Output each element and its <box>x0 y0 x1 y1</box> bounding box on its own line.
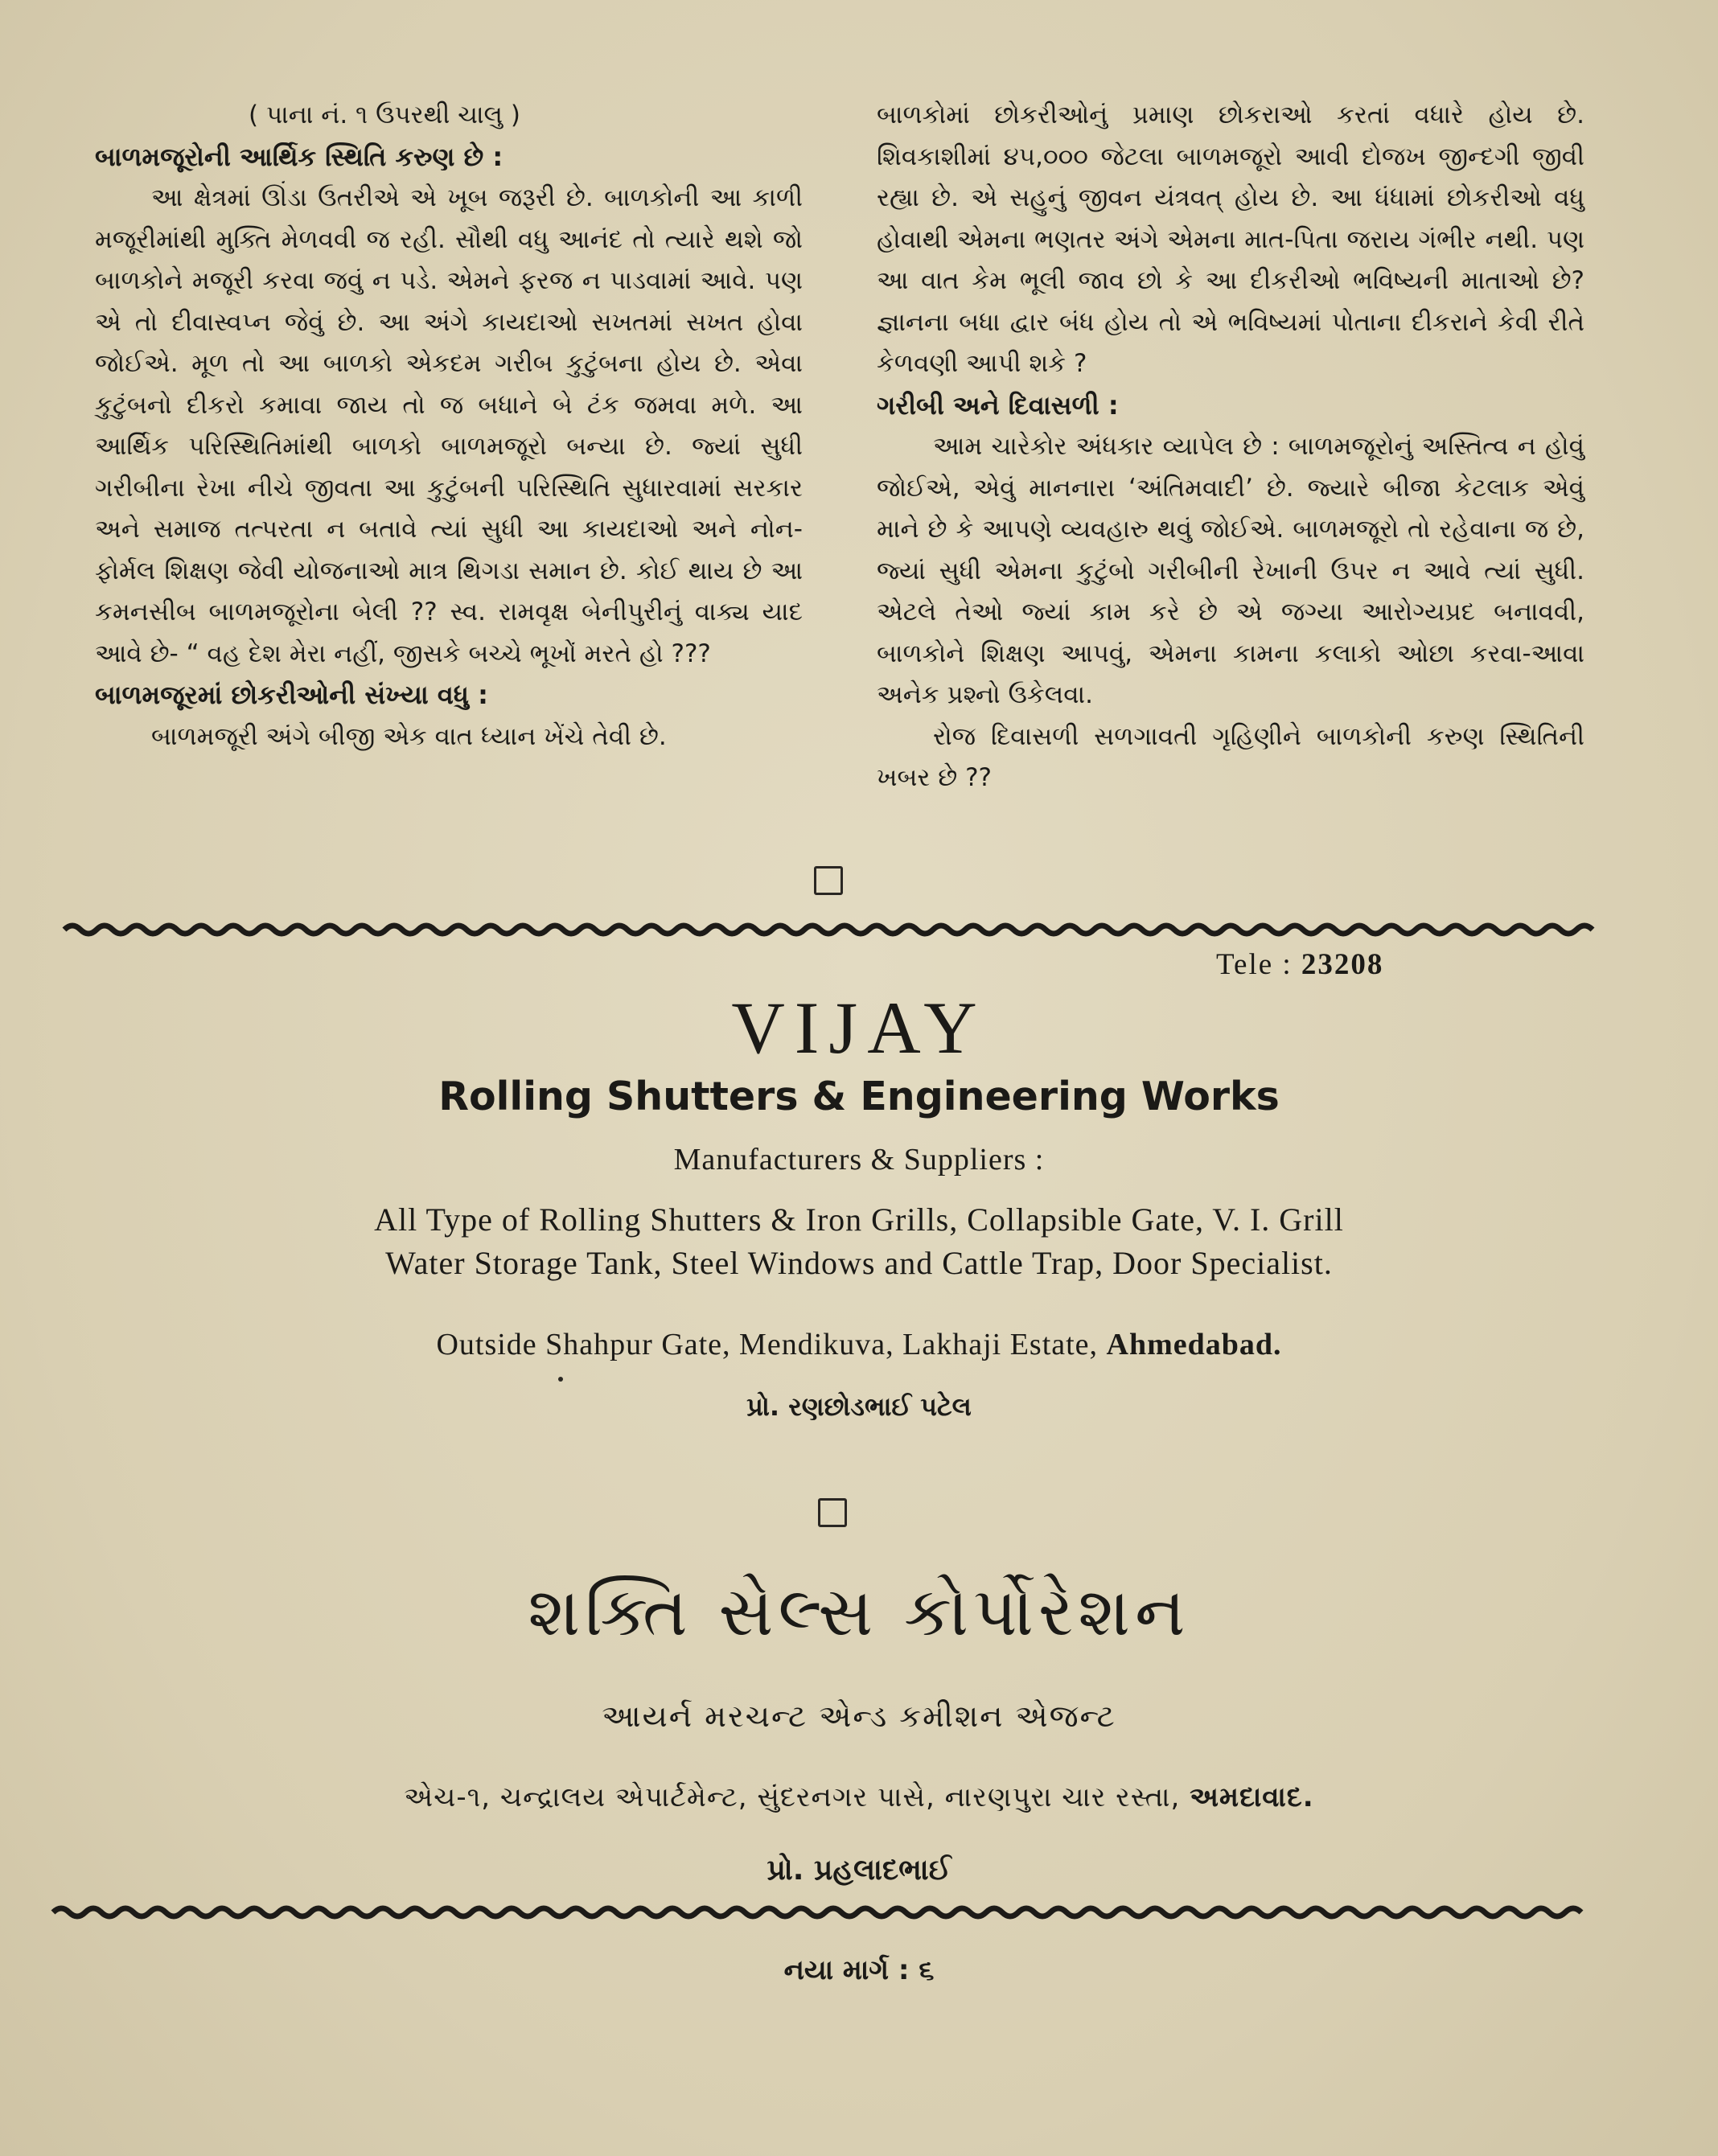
tele-number: 23208 <box>1301 948 1384 981</box>
section-heading-girls: બાળમજૂરમાં છોકરીઓની સંખ્યા વધુ : <box>95 680 488 710</box>
shakti-address <box>0 1781 1718 1813</box>
vijay-products-line-1: All Type of Rolling Shutters & Iron Grills, Collapsible Gate, V. I. Grill <box>374 1201 1344 1238</box>
article-left-column <box>95 95 803 758</box>
shakti-proprietor: પ્રો. પ્રહલાદભાઈ <box>767 1854 951 1887</box>
vijay-subtitle: Rolling Shutters & Engineering Works <box>438 1074 1280 1119</box>
ad-separator-box-icon <box>818 1498 847 1527</box>
shakti-address-city: અમદાવાદ. <box>1190 1781 1314 1813</box>
vijay-manufacturers-line: Manufacturers & Suppliers : <box>673 1143 1045 1177</box>
article-right-column <box>877 95 1584 799</box>
vijay-product-list <box>0 1198 1718 1285</box>
telephone-line <box>1216 947 1383 982</box>
vijay-address <box>0 1327 1718 1362</box>
vijay-proprietor: પ્રો. રણછોડભાઈ પટેલ <box>746 1391 972 1422</box>
shakti-tagline: આયર્ન મરચન્ટ એન્ડ કમીશન એજન્ટ <box>602 1698 1116 1734</box>
wavy-divider-bottom <box>0 1899 1718 1924</box>
paragraph-closing: રોજ દિવાસળી સળગાવતી ગૃહિણીને બાળકોની કરુણ સ્થિતિની ખબર છે ?? <box>877 721 1584 792</box>
paragraph-poverty: આમ ચારેકોર અંધકાર વ્યાપેલ છે : બાળમજૂરોનું અસ્તિત્વ ન હોવું જોઈએ, એવું માનનારા ‘અંતિમવાદી’ છે. જ્યારે બીજા કેટલાક એવું માને છે કે આપણે વ્યવહારુ થવું જોઈએ. બાળમજૂરો તો રહેવાના જ છે, જ્યાં સુધી એમના કુટુંબો ગરીબીની રેખાની ઉપર ન આવે ત્યાં સુધી. એટલે તેઓ જ્યાં કામ કરે છે એ જગ્યા આરોગ્યપ્રદ બનાવવી, બાળકોને શિક્ષણ આપવું, એમના કામના કલાકો ઓછા કરવા-આવા અનેક પ્રશ્નો ઉકેલવા. <box>877 432 1584 709</box>
wavy-divider-top <box>0 917 1718 941</box>
page-folio: નયા માર્ગ : ૬ <box>783 1954 935 1986</box>
paragraph-girls-start: બાળમજૂરી અંગે બીજી એક વાત ધ્યાન ખેંચે તેવી છે. <box>151 721 667 751</box>
tele-label: Tele : <box>1216 948 1293 981</box>
vijay-address-street: Outside Shahpur Gate, Mendikuva, Lakhaji Estate, <box>436 1328 1099 1361</box>
vijay-address-city: Ahmedabad. <box>1106 1328 1282 1361</box>
continued-note: ( પાના નં. ૧ ઉપરથી ચાલુ ) <box>249 101 520 129</box>
shakti-address-street: એચ-૧, ચન્દ્રાલય એપાર્ટમેન્ટ, સુંદરનગર પાસે, નારણપુરા ચાર રસ્તા, <box>404 1781 1181 1813</box>
vijay-brand-name: VIJAY <box>731 987 987 1069</box>
vijay-products-line-2: Water Storage Tank, Steel Windows and Cattle Trap, Door Specialist. <box>385 1245 1333 1281</box>
section-end-box-icon <box>814 866 843 895</box>
shakti-brand-name: શક્તિ સેલ્સ કોર્પોરેશન <box>528 1572 1190 1651</box>
section-heading-economic: બાળમજૂરોની આર્થિક સ્થિતિ કરુણ છે : <box>95 141 503 172</box>
paragraph-girls-continued: બાળકોમાં છોકરીઓનું પ્રમાણ છોકરાઓ કરતાં વધારે હોય છે. શિવકાશીમાં ૪૫,૦૦૦ જેટલા બાળમજૂરો આવી દોજખ જીન્દગી જીવી રહ્યા છે. એ સહુનું જીવન યંત્રવત્ હોય છે. આ ધંધામાં છોકરીઓ વધુ હોવાથી એમના ભણતર અંગે એમના માત-પિતા જરાય ગંભીર નથી. પણ આ વાત કેમ ભૂલી જાવ છો કે આ દીકરીઓ ભવિષ્યની માતાઓ છે? જ્ઞાનના બધા દ્વાર બંધ હોય તો એ ભવિષ્યમાં પોતાના દીકરાને કેવી રીતે કેળવણી આપી શકે ? <box>877 101 1584 378</box>
paragraph-economic: આ ક્ષેત્રમાં ઊંડા ઉતરીએ એ ખૂબ જરૂરી છે. બાળકોની આ કાળી મજૂરીમાંથી મુક્તિ મેળવવી જ રહી. સૌથી વધુ આનંદ તો ત્યારે થશે જો બાળકોને મજૂરી કરવા જવું ન પડે. એમને ફરજ ન પાડવામાં આવે. પણ એ તો દીવાસ્વપ્ન જેવું છે. આ અંગે કાયદાઓ સખતમાં સખત હોવા જોઈએ. મૂળ તો આ બાળકો એકદમ ગરીબ કુટુંબના હોય છે. એવા કુટુંબનો દીકરો કમાવા જાય તો જ બધાને બે ટંક જમવા મળે. આ આર્થિક પરિસ્થિતિમાંથી બાળકો બાળમજૂરો બન્યા છે. જ્યાં સુધી ગરીબીના રેખા નીચે જીવતા આ કુટુંબની પરિસ્થિતિ સુધારવામાં સરકાર અને સમાજ તત્પરતા ન બતાવે ત્યાં સુધી આ કાયદાઓ અને નોન-ફોર્મલ શિક્ષણ જેવી યોજનાઓ માત્ર થિગડા સમાન છે. કોઈ થાય છે આ કમનસીબ બાળમજૂરોના બેલી ?? સ્વ. રામવૃક્ષ બેનીપુરીનું વાક્ય યાદ આવે છે- “ વહ દેશ મેરા નહીં, જીસકે બચ્ચે ભૂખોં મરતે હો ??? <box>95 183 803 668</box>
section-heading-poverty: ગરીબી અને દિવાસળી : <box>877 389 1119 421</box>
ornament-dot <box>558 1377 563 1382</box>
